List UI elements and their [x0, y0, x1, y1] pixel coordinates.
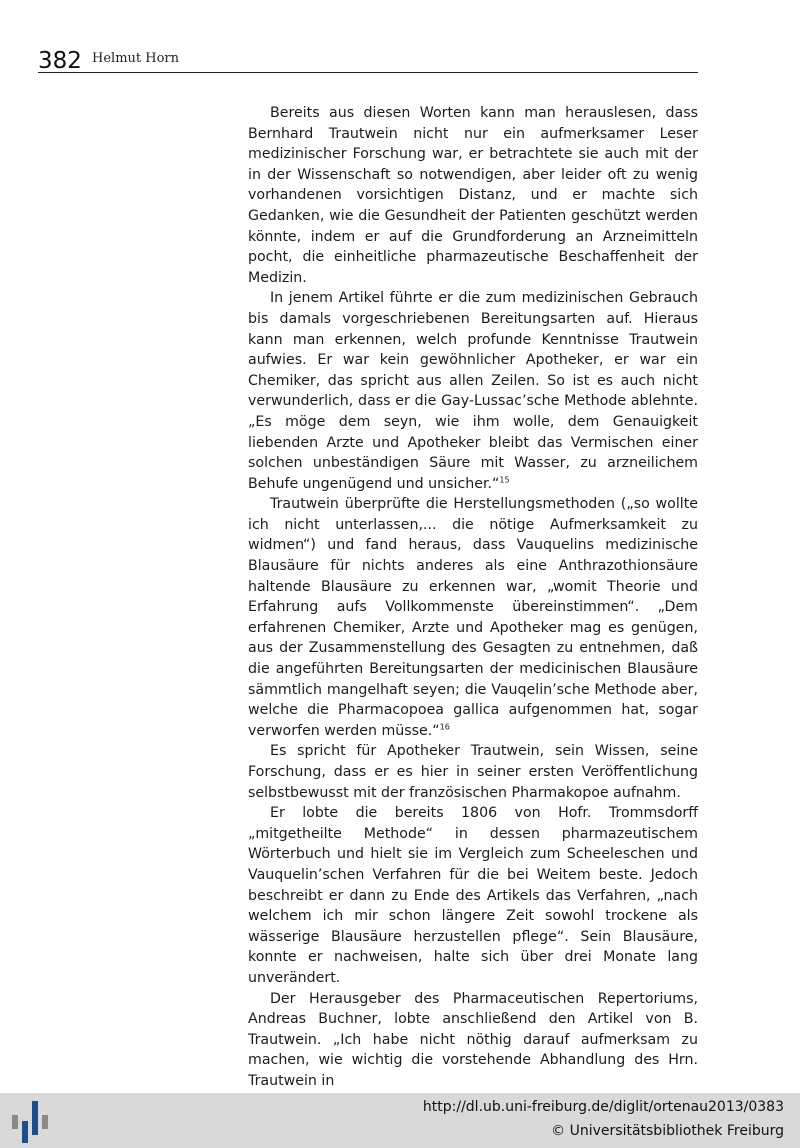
paragraph: Er lobte die bereits 1806 von Hofr. Trommsdorff „mitgetheilte Methode“ in dessen pharmazeutischem Wörterbuch und hielt sie im Vergleich zum Scheeleschen und Vauquelin’schen Verfahren für die bei Weitem beste. Jedoch beschreibt er dann zu Ende des Artikels das Verfahren, „nach welchem ich mir schon längere Zeit sowohl trockene als wässerige Blausäure herzustellen pflege“. Sein Blausäure, konnte er nachweisen, halte sich über drei Monate lang unverändert.: [248, 805, 698, 986]
footnote-ref[interactable]: 15: [499, 474, 510, 484]
page-number: 382: [38, 48, 82, 74]
ub-freiburg-logo-icon: [12, 1101, 52, 1143]
body-text: [248, 103, 698, 1092]
running-head: Helmut Horn: [92, 51, 179, 66]
source-url-link[interactable]: http://dl.ub.uni-freiburg.de/diglit/ortenau2013/0383: [422, 1099, 784, 1115]
copyright-notice: © Universitätsbibliothek Freiburg: [551, 1123, 784, 1139]
paragraph: In jenem Artikel führte er die zum medizinischen Gebrauch bis damals vorgeschriebenen Bereitungsarten auf. Hieraus kann man erkennen, welch profunde Kenntnisse Trautwein aufwies. Er war kein gewöhnlicher Apotheker, er war ein Chemiker, das spricht aus allen Zeilen. So ist es auch nicht verwunderlich, dass er die Gay-Lussac’sche Methode ablehnte. „Es möge dem seyn, wie ihm wolle, dem Genauigkeit liebenden Arzte und Apotheker bleibt das Vermischen einer solchen unbeständigen Säure mit Wasser, zu arzneilichem Behufe ungenügend und unsicher.“$^{15}$: [248, 290, 698, 492]
footer-bar: [0, 1093, 800, 1148]
paragraph: Trautwein überprüfte die Herstellungsmethoden („so wollte ich nicht unterlassen,... die nötige Aufmerksamkeit zu widmen“) und fand heraus, dass Vauquelins medizinische Blausäure für nichts anderes als eine Anthrazothionsäure haltende Blausäure zu erkennen war, „womit Theorie und Erfahrung aufs Vollkommenste übereinstimmen“. „Dem erfahrenen Chemiker, Arzte und Apotheker mag es genügen, aus der Zusammenstellung des Gesagten zu entnehmen, daß die angeführten Bereitungsarten der medicinischen Blausäure sämmtlich mangelhaft seyen; die Vauqelin’sche Methode aber, welche die Pharmacopoea gallica aufgenommen hat, sogar verworfen werden müsse.“$^{16}$: [248, 496, 698, 739]
paragraph: Bereits aus diesen Worten kann man herauslesen, dass Bernhard Trautwein nicht nur ein aufmerksamer Leser medizinischer Forschung war, er betrachtete sie auch mit der in der Wissenschaft so notwendigen, aber leider oft zu wenig vorhandenen vorsichtigen Distanz, und er machte sich Gedanken, wie die Gesundheit der Patienten geschützt werden könnte, indem er auf die Grundforderung an Arzneimitteln pocht, die einheitliche pharmazeutische Beschaffenheit der Medizin.: [248, 105, 698, 286]
page-header: [38, 46, 698, 73]
footnote-ref[interactable]: 16: [439, 722, 450, 732]
paragraph: Es spricht für Apotheker Trautwein, sein Wissen, seine Forschung, dass er es hier in seiner ersten Veröffentlichung selbstbewusst mit der französischen Pharmakopoe aufnahm.: [248, 743, 698, 801]
paragraph: Der Herausgeber des Pharmaceutischen Repertoriums, Andreas Buchner, lobte anschließend den Artikel von B. Trautwein. „Ich habe nicht nöthig darauf aufmerksam zu machen, wie wichtig die vorstehende Abhandlung des Hrn. Trautwein in: [248, 990, 698, 1089]
